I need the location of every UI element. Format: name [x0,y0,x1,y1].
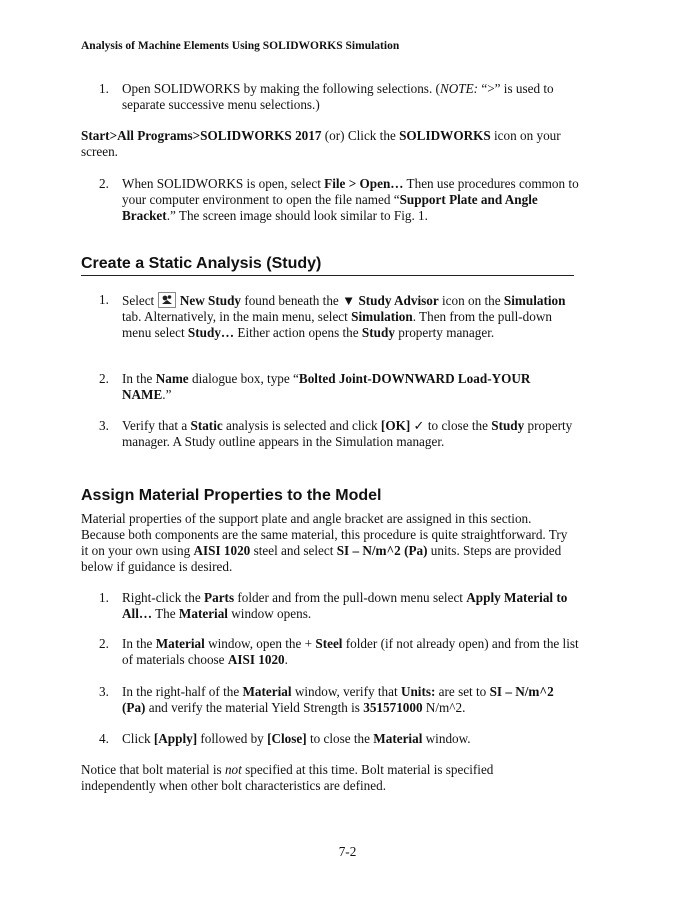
step-number: 2. [99,176,109,191]
step-number: 1. [99,292,109,307]
intro-step-2 [99,176,579,224]
running-header: Analysis of Machine Elements Using SOLIDWORKS Simulation [81,40,400,52]
study-step-2 [99,371,579,403]
step-number: 3. [99,684,109,699]
section-heading-material-properties: Assign Material Properties to the Model [81,487,382,504]
step-text: When SOLIDWORKS is open, select File > Open… Then use procedures common to your computer environment to open the file named “Support Plate and Angle Bracket.” The screen image should look similar to Fig. 1. [122,176,579,223]
material-intro-paragraph: Material properties of the support plate and angle bracket are assigned in this section. Because both components are the same material, this procedure is quite straightforward. Try it on your own using AISI 1020 steel and select SI – N/m^2 (Pa) units. Steps are provided below if guidance is desired. [81,511,568,574]
start-menu-paragraph: Start>All Programs>SOLIDWORKS 2017 (or) Click the SOLIDWORKS icon on your screen. [81,128,561,159]
step-number: 2. [99,636,109,651]
step-text: Click [Apply] followed by [Close] to close the Material window. [122,731,471,746]
step-number: 1. [99,590,109,605]
new-study-icon[interactable] [158,292,176,308]
step-number: 1. [99,81,109,96]
material-step-2 [99,636,579,668]
step-text: Select New Study found beneath the ▼ Study Advisor icon on the Simulation tab. Alternatively, in the main menu, select Simulation. Then from the pull-down menu select Study… Either action opens the Study property manager. [122,293,566,340]
material-step-1 [99,590,579,622]
step-text: Open SOLIDWORKS by making the following selections. (NOTE: “>” is used to separate successive menu selections.) [122,81,554,112]
step-number: 2. [99,371,109,386]
down-arrow-icon: ▼ [342,293,356,308]
step-text: In the right-half of the Material window, verify that Units: are set to SI – N/m^2 (Pa) and verify the material Yield Strength is 351571000 N/m^2. [122,684,554,715]
checkmark-icon: ✓ [410,418,425,433]
section-heading-static-analysis: Create a Static Analysis (Study) [81,255,322,272]
material-step-4 [99,731,579,747]
heading-rule [81,275,574,276]
study-step-1 [99,292,579,341]
material-step-3 [99,684,579,716]
page-number: 7-2 [338,844,357,859]
intro-step-1 [99,81,579,113]
step-number: 4. [99,731,109,746]
step-text: Right-click the Parts folder and from the pull-down menu select Apply Material to All… The Material window opens. [122,590,568,621]
step-number: 3. [99,418,109,433]
notice-paragraph: Notice that bolt material is not specified at this time. Bolt material is specified independently when other bolt characteristics are defined. [81,762,494,793]
step-text: Verify that a Static analysis is selected and click [OK] ✓ to close the Study property manager. A Study outline appears in the Simulation manager. [122,418,573,449]
step-text: In the Material window, open the + Steel folder (if not already open) and from the list of materials choose AISI 1020. [122,636,579,667]
step-text: In the Name dialogue box, type “Bolted Joint-DOWNWARD Load-YOUR NAME.” [122,371,531,402]
study-step-3 [99,418,579,450]
